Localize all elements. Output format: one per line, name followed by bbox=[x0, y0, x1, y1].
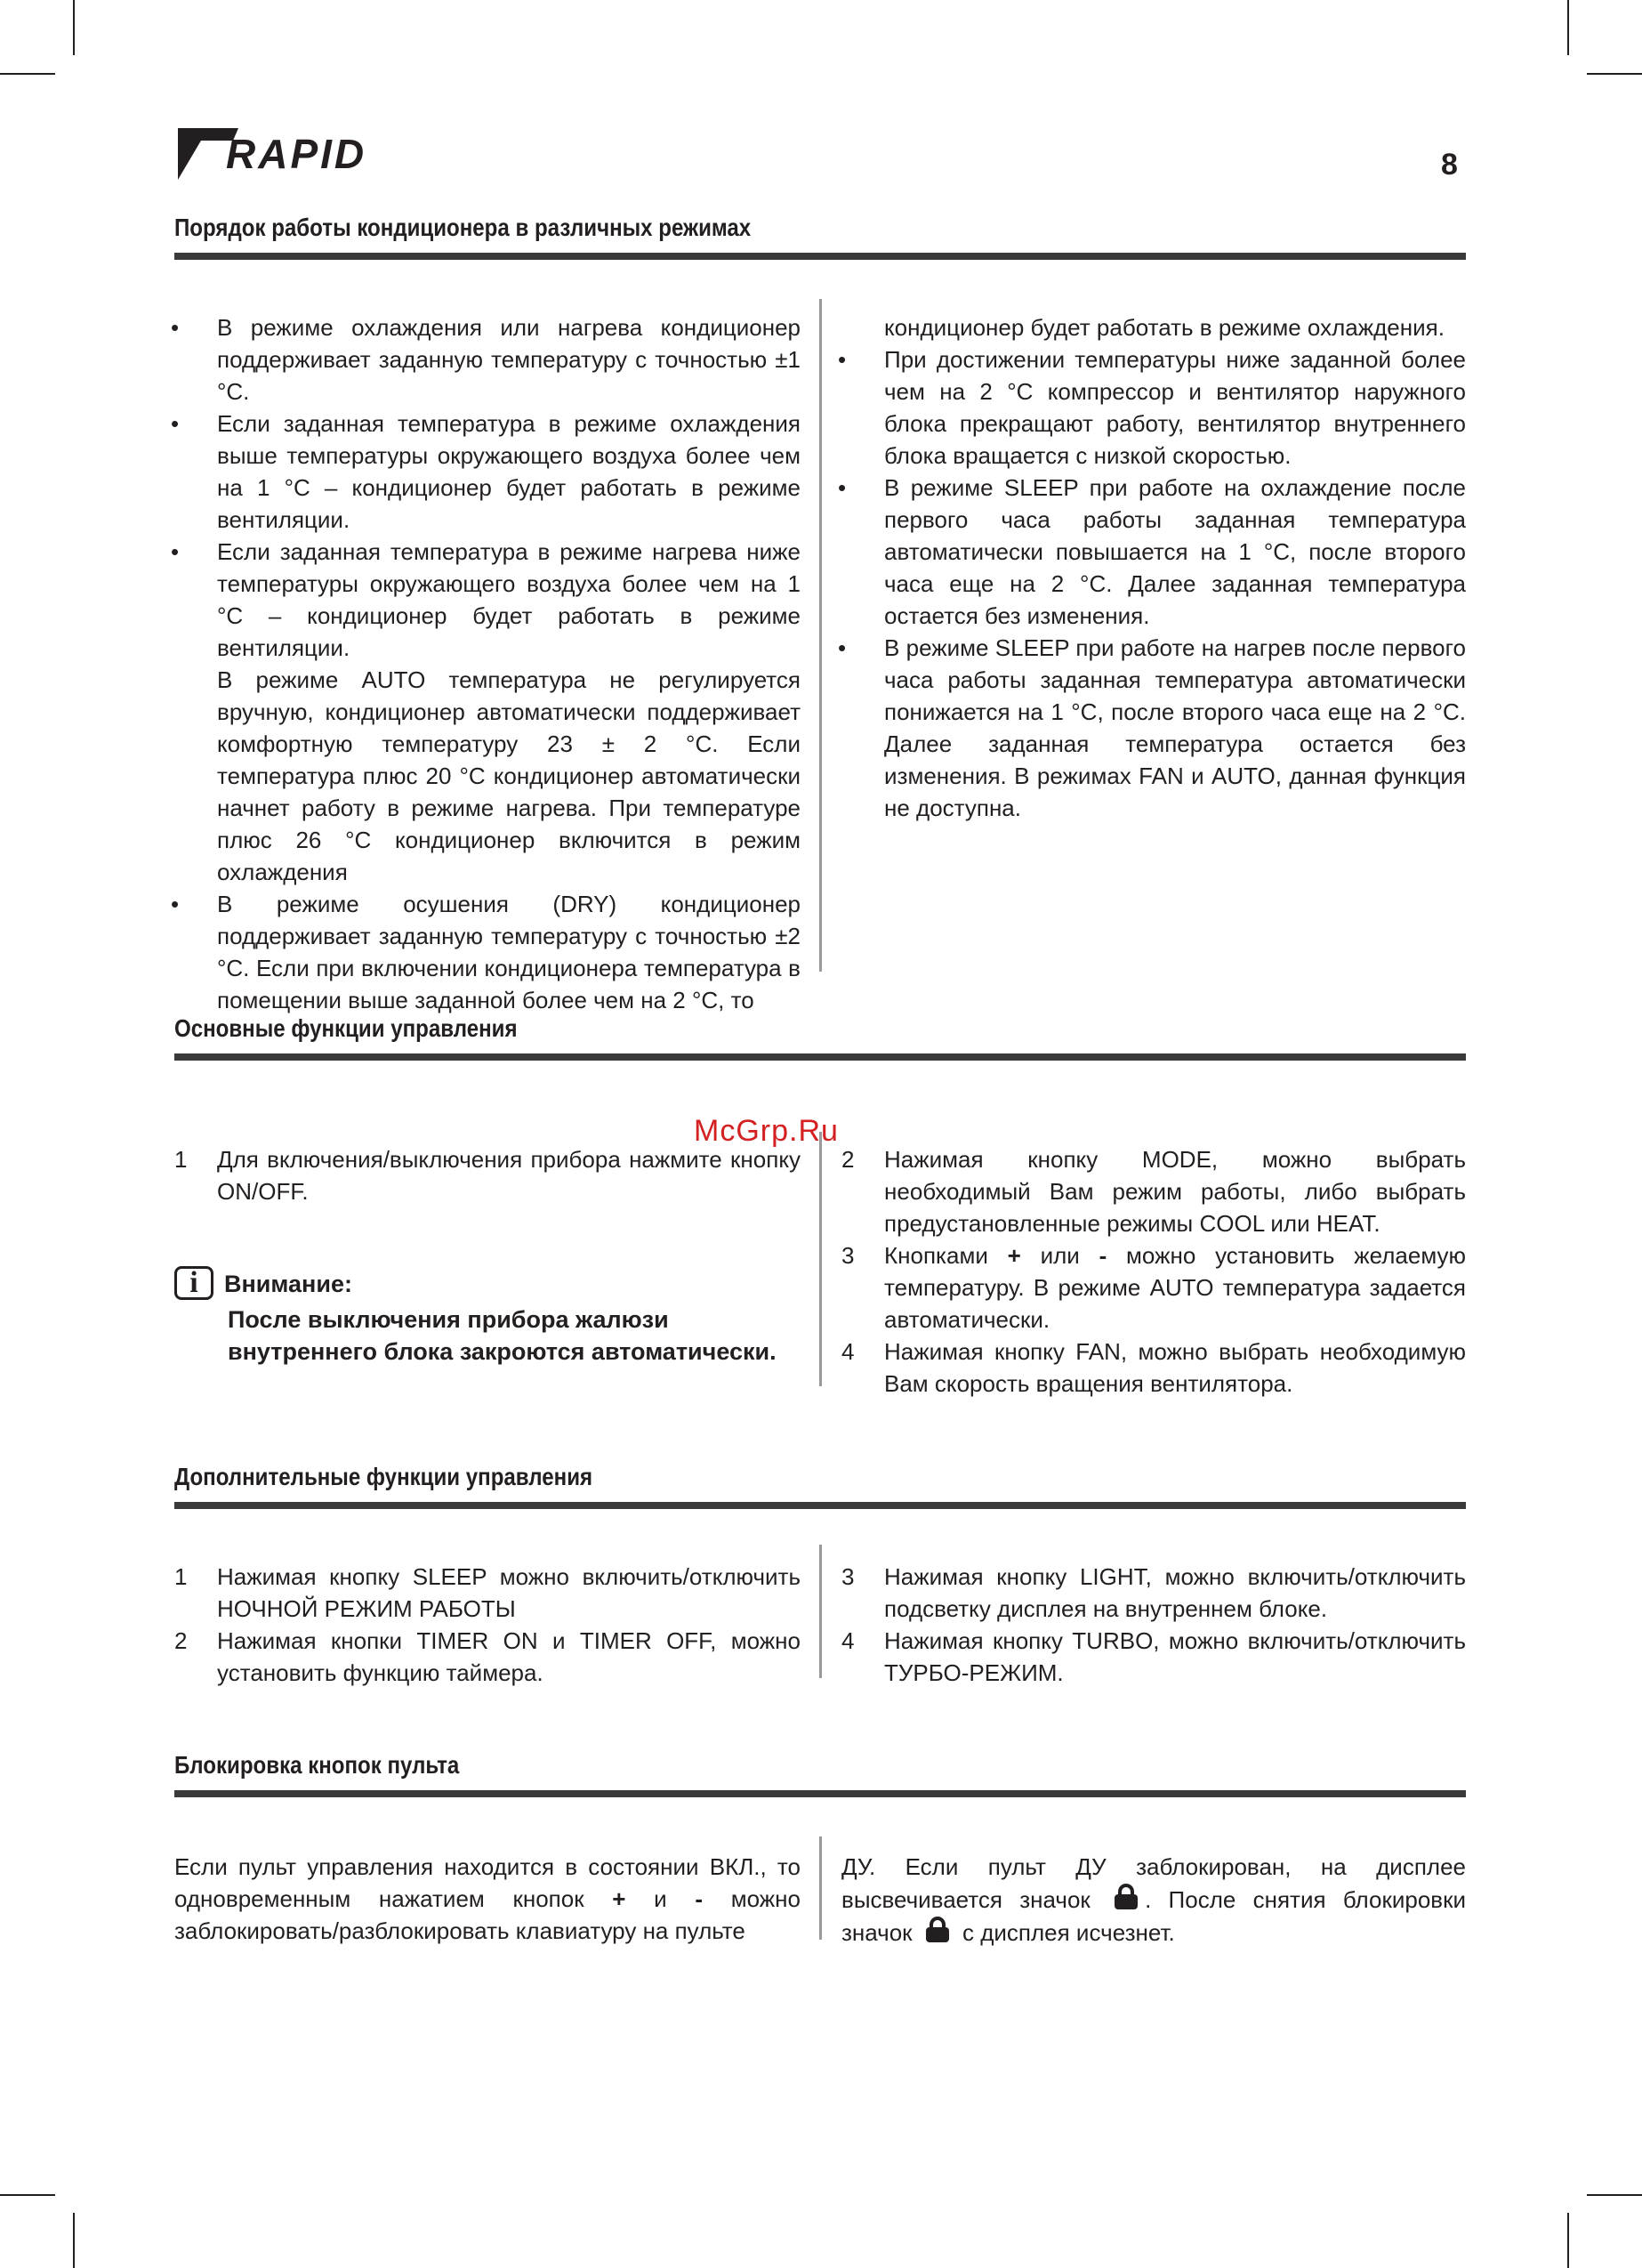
lock-text-post: с дисплея исчезнет. bbox=[955, 1919, 1175, 1946]
item-number: 4 bbox=[841, 1338, 855, 1365]
bullet-marker: • bbox=[171, 410, 180, 437]
item-text: В режиме охлаждения или нагрева кондиционер поддерживает заданную температуру с точностью ±1 °С. bbox=[217, 314, 801, 405]
section-rule bbox=[174, 1053, 1466, 1061]
list-item-continuation: В режиме AUTO температура не регулируется вручную, кондиционер автоматически поддерживает комфортную температуру 23 ± 2 °С. Если температура плюс 20 °С кондиционер автоматически начнет работу в режиме нагрева. При температуре плюс 26 °С кондиционер включится в режим охлаждения bbox=[217, 666, 801, 885]
list-item bbox=[171, 888, 801, 1016]
section-rule bbox=[174, 1790, 1466, 1797]
plus-sign: + bbox=[1007, 1242, 1021, 1269]
item-text-mid: или bbox=[1020, 1242, 1099, 1269]
minus-sign: - bbox=[1099, 1242, 1107, 1269]
lock-icon bbox=[924, 1916, 951, 1944]
list-item bbox=[174, 1561, 801, 1625]
list-item bbox=[841, 1239, 1466, 1336]
item-text: Нажимая кнопку MODE, можно выбрать необходимый Вам режим работы, либо выбрать предустановленные режимы COOL или HEAT. bbox=[884, 1146, 1466, 1237]
logo-text: RAPID bbox=[226, 131, 367, 177]
extra-left-column bbox=[174, 1561, 801, 1689]
lock-right-column bbox=[841, 1851, 1466, 1949]
minus-sign: - bbox=[695, 1885, 704, 1912]
item-text: Нажимая кнопку FAN, можно выбрать необходимую Вам скорость вращения вентилятора. bbox=[884, 1338, 1466, 1397]
list-item bbox=[171, 408, 801, 536]
basic-right-column bbox=[841, 1143, 1466, 1400]
lock-text-pre: Если пульт управления находится в состоянии ВКЛ., то одновременным нажатием кнопок bbox=[174, 1853, 801, 1912]
crop-mark bbox=[73, 2213, 75, 2268]
list-item bbox=[838, 472, 1466, 632]
list-item bbox=[841, 1625, 1466, 1689]
item-text: Если заданная температура в режиме нагрева ниже температуры окружающего воздуха более чем на 1 °С – кондиционер будет работать в режиме вентиляции. bbox=[217, 538, 801, 661]
section-title-basic: Основные функции управления bbox=[174, 1014, 518, 1042]
item-text: Для включения/выключения прибора нажмите кнопку ON/OFF. bbox=[217, 1146, 801, 1205]
item-number: 1 bbox=[174, 1563, 188, 1590]
item-number: 1 bbox=[174, 1146, 188, 1173]
item-number: 2 bbox=[841, 1146, 855, 1173]
column-divider bbox=[819, 1836, 822, 1940]
list-item bbox=[171, 311, 801, 408]
bullet-marker: • bbox=[838, 474, 847, 501]
item-text-post: можно установить желаемую температуру. В режиме AUTO температура задается автоматически. bbox=[884, 1242, 1466, 1333]
section-title-lock: Блокировка кнопок пульта bbox=[174, 1751, 460, 1779]
crop-mark bbox=[0, 73, 55, 75]
item-number: 3 bbox=[841, 1242, 855, 1269]
bullet-marker: • bbox=[171, 538, 180, 565]
crop-mark bbox=[1587, 73, 1642, 75]
bullet-marker: • bbox=[171, 891, 180, 917]
list-item bbox=[841, 1336, 1466, 1400]
list-item bbox=[838, 632, 1466, 824]
item-text: Нажимая кнопку LIGHT, можно включить/отключить подсветку дисплея на внутреннем блоке. bbox=[884, 1563, 1466, 1622]
modes-right-column bbox=[838, 311, 1466, 824]
lock-text-post: можно заблокировать/разблокировать клавиатуру на пульте bbox=[174, 1885, 801, 1944]
column-divider bbox=[819, 1132, 822, 1386]
modes-left-column bbox=[171, 311, 801, 1016]
item-text: Нажимая кнопку SLEEP можно включить/отключить НОЧНОЙ РЕЖИМ РАБОТЫ bbox=[217, 1563, 801, 1622]
watermark: McGrp.Ru bbox=[694, 1114, 839, 1148]
lock-paragraph bbox=[841, 1851, 1466, 1949]
list-item bbox=[841, 1561, 1466, 1625]
info-icon: i bbox=[174, 1266, 213, 1300]
section-title-extra: Дополнительные функции управления bbox=[174, 1463, 593, 1490]
column-divider bbox=[819, 1545, 822, 1678]
item-text-pre: Кнопками bbox=[884, 1242, 1008, 1269]
attention-title: Внимание: bbox=[224, 1271, 352, 1297]
item-text: В режиме осушения (DRY) кондиционер поддерживает заданную температуру с точностью ±2 °С. Если при включении кондиционера температура в помещении выше заданной более чем на 2 °С, то bbox=[217, 891, 801, 1013]
list-item bbox=[171, 536, 801, 664]
list-item bbox=[841, 1143, 1466, 1239]
crop-mark bbox=[1567, 0, 1569, 55]
item-number: 3 bbox=[841, 1563, 855, 1590]
extra-right-column bbox=[841, 1561, 1466, 1689]
lock-text-mid: . После снятия блокировки значок bbox=[841, 1886, 1466, 1946]
lock-icon bbox=[1113, 1883, 1139, 1911]
crop-mark bbox=[1567, 2213, 1569, 2268]
list-item bbox=[174, 1625, 801, 1689]
item-text: В режиме SLEEP при работе на нагрев после первого часа работы заданная температура автоматически понижается на 1 °С, после второго часа еще на 2 °С. Далее заданная температура остается без изменения. В режимах FAN и AUTO, данная функция не доступна. bbox=[884, 634, 1466, 821]
item-number: 2 bbox=[174, 1627, 188, 1654]
bullet-marker: • bbox=[838, 634, 847, 661]
lock-paragraph bbox=[174, 1851, 801, 1947]
item-text: При достижении температуры ниже заданной более чем на 2 °С компрессор и вентилятор наружного блока прекращают работу, вентилятор внутреннего блока вращается с низкой скоростью. bbox=[884, 346, 1466, 469]
crop-mark bbox=[0, 2194, 55, 2196]
item-text: Если заданная температура в режиме охлаждения выше температуры окружающего воздуха более чем на 1 °С – кондиционер будет работать в режиме вентиляции. bbox=[217, 410, 801, 533]
plus-sign: + bbox=[612, 1885, 626, 1912]
lock-text-mid: и bbox=[625, 1885, 696, 1912]
page-number: 8 bbox=[1441, 148, 1458, 182]
item-text: Нажимая кнопку TURBO, можно включить/отключить ТУРБО-РЕЖИМ. bbox=[884, 1627, 1466, 1686]
basic-left-column bbox=[174, 1143, 801, 1207]
crop-mark bbox=[73, 0, 75, 55]
lock-left-column bbox=[174, 1851, 801, 1947]
item-number: 4 bbox=[841, 1627, 855, 1654]
section-title-modes: Порядок работы кондиционера в различных режимах bbox=[174, 214, 752, 241]
list-item bbox=[838, 343, 1466, 472]
lock-text-pre: ДУ. Если пульт ДУ заблокирован, на дисплее высвечивается значок bbox=[841, 1853, 1466, 1913]
section-rule bbox=[174, 253, 1466, 260]
list-item-continuation: кондиционер будет работать в режиме охлаждения. bbox=[884, 314, 1445, 341]
bullet-marker: • bbox=[838, 346, 847, 373]
column-divider bbox=[819, 299, 822, 972]
list-item bbox=[174, 1143, 801, 1207]
item-text: В режиме SLEEP при работе на охлаждение после первого часа работы заданная температура автоматически повышается на 1 °С, после второго часа еще на 2 °С. Далее заданная температура остается без изменения. bbox=[884, 474, 1466, 629]
item-text: Нажимая кнопки TIMER ON и TIMER OFF, можно установить функцию таймера. bbox=[217, 1627, 801, 1686]
bullet-marker: • bbox=[171, 314, 180, 341]
attention-body: После выключения прибора жалюзи внутреннего блока закроются автоматически. bbox=[228, 1306, 777, 1365]
section-rule bbox=[174, 1502, 1466, 1509]
crop-mark bbox=[1587, 2194, 1642, 2196]
